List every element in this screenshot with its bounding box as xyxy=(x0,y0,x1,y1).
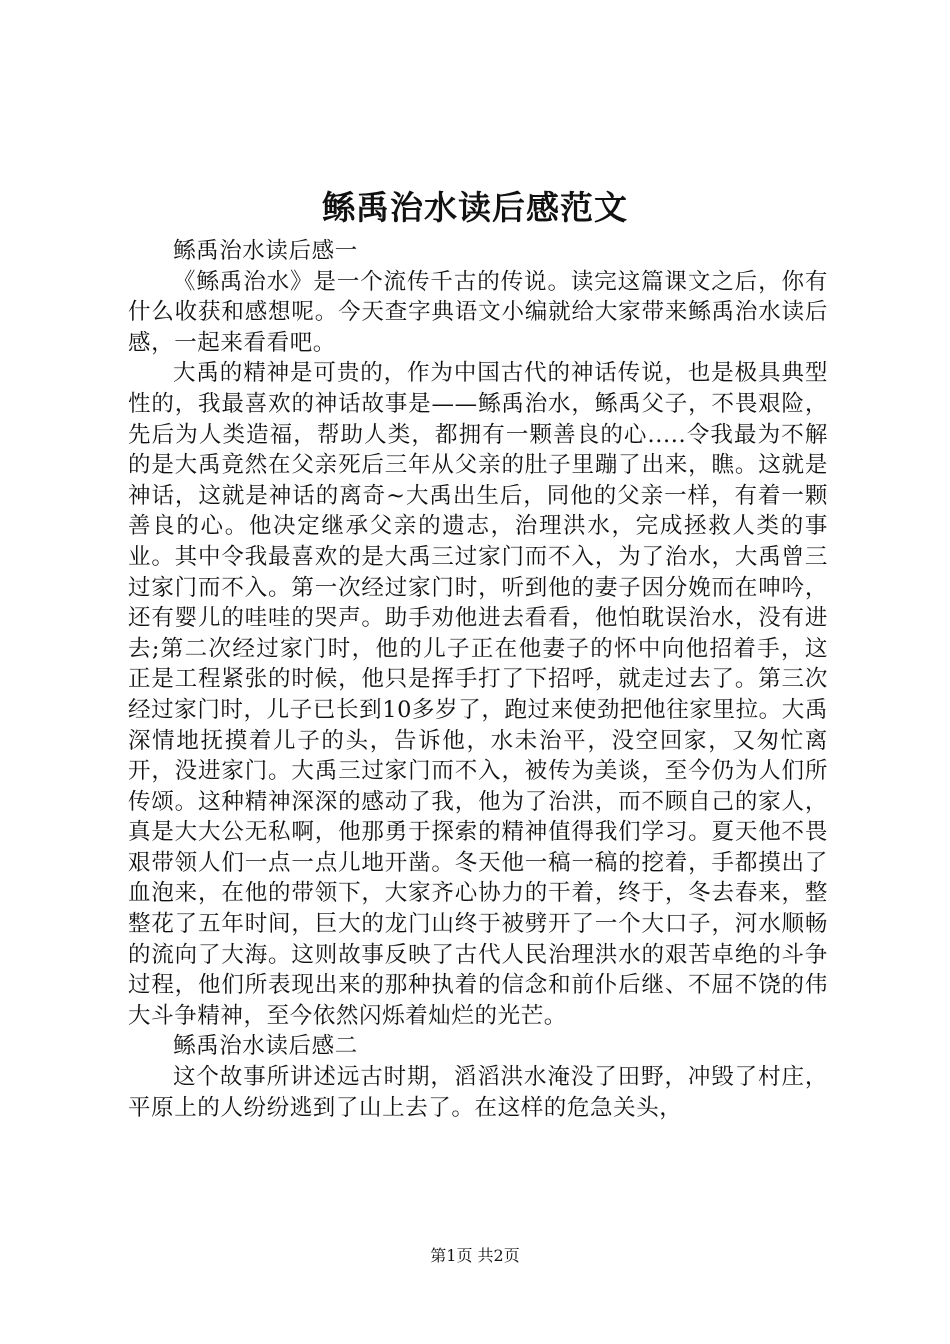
paragraph-intro: 《鲧禹治水》是一个流传千古的传说。读完这篇课文之后，你有什么收获和感想呢。今天查字典语文小编就给大家带来鲧禹治水读后感，一起来看看吧。 xyxy=(128,268,828,356)
section-heading-1: 鲧禹治水读后感一 xyxy=(173,238,358,264)
paragraph-second: 这个故事所讲述远古时期，滔滔洪水淹没了田野，冲毁了村庄，平原上的人纷纷逃到了山上去了。在这样的危急关头， xyxy=(128,1064,828,1121)
document-title: 鲧禹治水读后感范文 xyxy=(322,188,628,227)
page-number-footer: 第1页 共2页 xyxy=(430,1246,520,1265)
section-heading-2: 鲧禹治水读后感二 xyxy=(173,1033,358,1060)
document-body xyxy=(128,236,828,1123)
paragraph-main: 大禹的精神是可贵的，作为中国古代的神话传说，也是极具典型性的，我最喜欢的神话故事是——鲧禹治水，鲧禹父子，不畏艰险，先后为人类造福，帮助人类，都拥有一颗善良的心.....令我最为不解的是大禹竟然在父亲死后三年从父亲的肚子里蹦了出来，瞧。这就是神话，这就是神话的离奇~大禹出生后，同他的父亲一样，有着一颗善良的心。他决定继承父亲的遗志，治理洪水，完成拯救人类的事业。其中令我最喜欢的是大禹三过家门而不入，为了治水，大禹曾三过家门而不入。第一次经过家门时，听到他的妻子因分娩而在呻吟，还有婴儿的哇哇的哭声。助手劝他进去看看，他怕耽误治水，没有进去;第二次经过家门时，他的儿子正在他妻子的怀中向他招着手，这正是工程紧张的时候，他只是挥手打了下招呼，就走过去了。第三次经过家门时，儿子已长到10多岁了，跑过来使劲把他往家里拉。大禹深情地抚摸着儿子的头，告诉他，水未治平，没空回家，又匆忙离开，没进家门。大禹三过家门而不入，被传为美谈，至今仍为人们所传颂。这种精神深深的感动了我，他为了治洪，而不顾自己的家人，真是大大公无私啊，他那勇于探索的精神值得我们学习。夏天他不畏艰带领人们一点一点儿地开凿。冬天他一稿一稿的挖着，手都摸出了血泡来，在他的带领下，大家齐心协力的干着，终于，冬去春来，整整花了五年时间，巨大的龙门山终于被劈开了一个大口子，河水顺畅的流向了大海。这则故事反映了古代人民治理洪水的艰苦卓绝的斗争过程，他们所表现出来的那种执着的信念和前仆后继、不屈不饶的伟大斗争精神，至今依然闪烁着灿烂的光芒。 xyxy=(128,360,828,1029)
